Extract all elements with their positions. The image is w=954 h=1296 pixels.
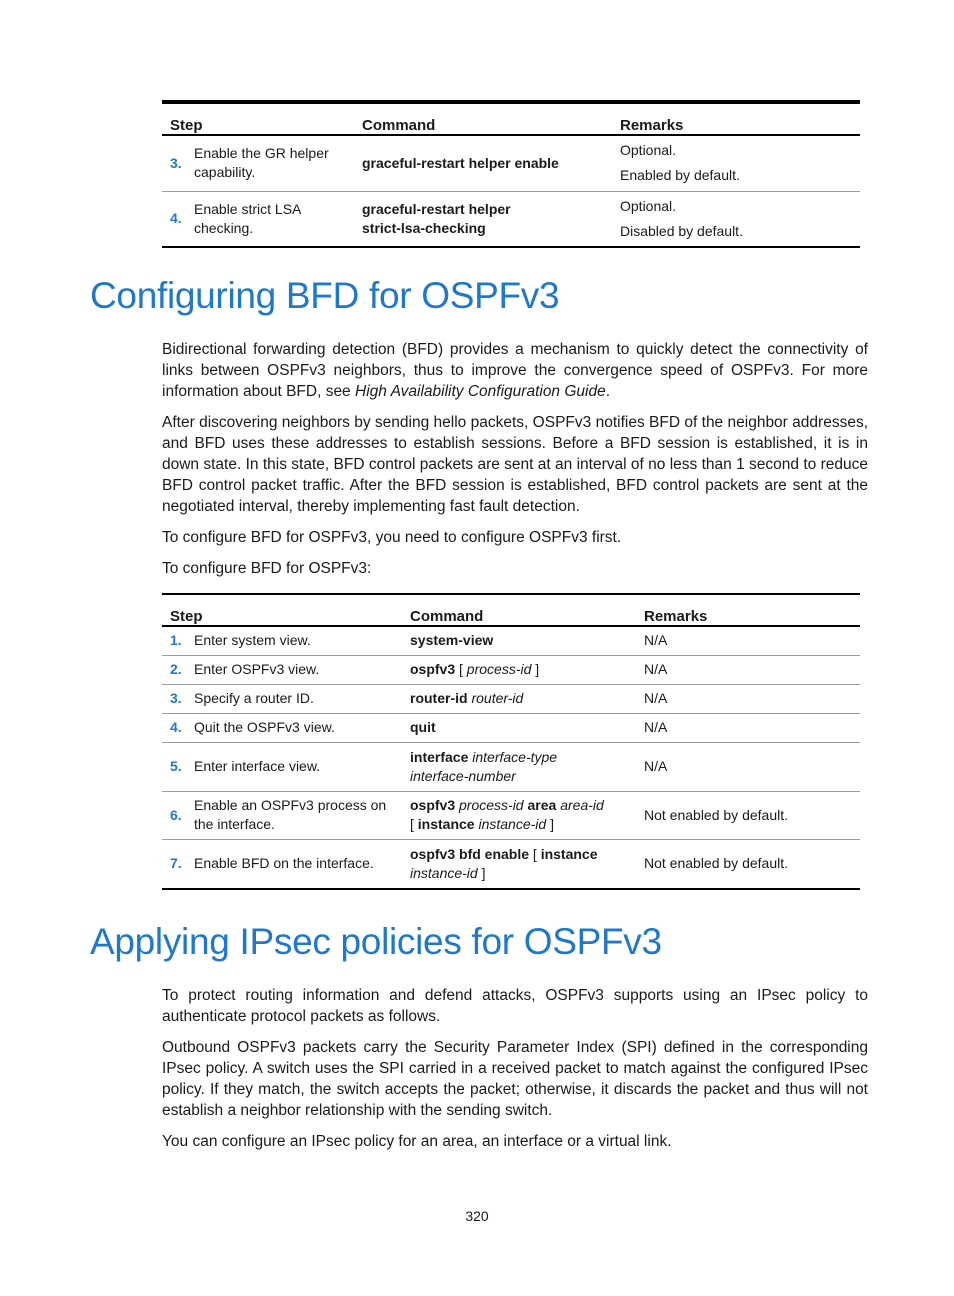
remarks-cell: Not enabled by default. (636, 839, 860, 889)
command-line-2: strict-lsa-checking (362, 219, 486, 236)
remarks-cell: N/A (636, 684, 860, 713)
command-text (402, 839, 636, 889)
paragraph-text: Bidirectional forwarding detection (BFD) provides a mechanism to quickly detect the connectivity of links between OSPFv3 neighbors, thus to improve the convergence speed of OSPFv3. For more information about BFD, see (162, 341, 868, 400)
paragraph-ipsec-scope: You can configure an IPsec policy for an area, an interface or a virtual link. (162, 1133, 672, 1150)
step-number: 3. (162, 135, 186, 191)
header-remarks: Remarks (636, 594, 860, 626)
command-text (402, 713, 636, 742)
step-number: 3. (162, 684, 186, 713)
table-header-row (162, 594, 860, 626)
remarks-cell: N/A (636, 742, 860, 791)
step-number: 7. (162, 839, 186, 889)
command-argument-2: area-id (560, 797, 604, 813)
command-argument: router-id (471, 690, 524, 706)
paragraph-bfd-intro (162, 339, 868, 402)
remarks-cell: N/A (636, 655, 860, 684)
command-keyword-2: instance (540, 845, 598, 862)
command-argument: process-id (459, 797, 524, 813)
command-text (402, 684, 636, 713)
step-number: 5. (162, 742, 186, 791)
step-description: Enter OSPFv3 view. (186, 655, 402, 684)
table-row (162, 742, 860, 791)
paragraph-bfd-sessions: After discovering neighbors by sending hello packets, OSPFv3 notifies BFD of the neighbor addresses, and BFD uses these addresses to establish sessions. Before a BFD session is established, it is in down state. In this state, BFD control packets are sent at an interval of no less than 1 second to reduce BFD control packet traffic. After the BFD session is established, BFD control packets are sent at the negotiated interval, thereby implementing fast fault detection. (162, 414, 868, 515)
remark-optional: Optional. (620, 142, 677, 159)
step-description: Enter interface view. (186, 742, 402, 791)
bracket-open: [ (529, 845, 541, 862)
step-description: Enable strict LSA checking. (186, 191, 354, 247)
remarks-cell: N/A (636, 626, 860, 655)
command-argument: process-id (466, 661, 532, 677)
table-header-row (162, 102, 860, 135)
command-text: graceful-restart helper enable (354, 135, 612, 191)
table-row (162, 626, 860, 655)
step-description: Enable the GR helper capability. (186, 135, 354, 191)
step-description: Enter system view. (186, 626, 402, 655)
command-keyword: quit (410, 719, 436, 735)
step-description: Quit the OSPFv3 view. (186, 713, 402, 742)
step-number: 2. (162, 655, 186, 684)
step-number: 4. (162, 713, 186, 742)
command-keyword-3: instance (417, 816, 475, 832)
command-keyword: ospfv3 (410, 661, 456, 677)
header-step: Step (162, 102, 354, 135)
remarks-cell (612, 191, 860, 247)
table-row (162, 655, 860, 684)
paragraph-ipsec-spi: Outbound OSPFv3 packets carry the Security Parameter Index (SPI) defined in the corresponding IPsec policy. A switch uses the SPI carried in a received packet to match against the configured IPsec policy. If they match, the switch accepts the packet; otherwise, it discards the packet and thus will not establish a neighbor relationship with the sending switch. (162, 1039, 868, 1119)
bracket-close: ] (546, 816, 554, 832)
paragraph-end: . (605, 383, 611, 400)
header-step: Step (162, 594, 402, 626)
command-keyword: interface (410, 748, 469, 765)
remark-default: Enabled by default. (620, 167, 740, 184)
remark-default: Disabled by default. (620, 222, 743, 239)
bfd-config-table (162, 593, 860, 890)
section-heading-ipsec: Applying IPsec policies for OSPFv3 (90, 921, 662, 962)
header-command: Command (354, 102, 612, 135)
command-line-1: graceful-restart helper (362, 200, 511, 217)
section-heading-bfd: Configuring BFD for OSPFv3 (90, 275, 560, 316)
bracket-open: [ (455, 661, 467, 677)
bracket-open: [ (410, 816, 418, 832)
table-row (162, 191, 860, 247)
command-keyword: ospfv3 bfd enable (410, 845, 530, 862)
command-argument-2: interface-number (410, 767, 516, 784)
command-text (354, 191, 612, 247)
header-remarks: Remarks (612, 102, 860, 135)
header-command: Command (402, 594, 636, 626)
command-argument-3: instance-id (478, 816, 547, 832)
paragraph-ipsec-intro: To protect routing information and defend attacks, OSPFv3 supports using an IPsec policy to authenticate protocol packets as follows. (162, 987, 868, 1025)
bracket-close: ] (477, 864, 486, 881)
command-text (402, 655, 636, 684)
guide-reference: High Availability Configuration Guide (355, 383, 606, 400)
step-number: 4. (162, 191, 186, 247)
table-row (162, 839, 860, 889)
bracket-close: ] (531, 661, 540, 677)
gr-helper-table (162, 100, 860, 248)
remarks-cell (612, 135, 860, 191)
command-argument: interface-type (472, 748, 558, 765)
command-text (402, 742, 636, 791)
remark-optional: Optional. (620, 197, 677, 214)
command-text (402, 626, 636, 655)
page-number: 320 (465, 1208, 489, 1224)
paragraph-bfd-prereq: To configure BFD for OSPFv3, you need to configure OSPFv3 first. (162, 529, 622, 546)
step-description: Specify a router ID. (186, 684, 402, 713)
step-description: Enable BFD on the interface. (186, 839, 402, 889)
command-keyword: router-id (410, 690, 468, 706)
step-description: Enable an OSPFv3 process on the interface. (186, 791, 402, 839)
command-argument: instance-id (410, 864, 478, 881)
command-keyword: ospfv3 (410, 797, 456, 813)
paragraph-bfd-procedure: To configure BFD for OSPFv3: (162, 560, 372, 577)
table-row (162, 684, 860, 713)
table-row (162, 135, 860, 191)
step-number: 6. (162, 791, 186, 839)
remarks-cell: Not enabled by default. (636, 791, 860, 839)
command-keyword: system-view (410, 632, 494, 649)
command-keyword-2: area (527, 797, 557, 813)
table-row (162, 791, 860, 839)
table-row (162, 713, 860, 742)
command-text (402, 791, 636, 839)
remarks-cell: N/A (636, 713, 860, 742)
step-number: 1. (162, 626, 186, 655)
